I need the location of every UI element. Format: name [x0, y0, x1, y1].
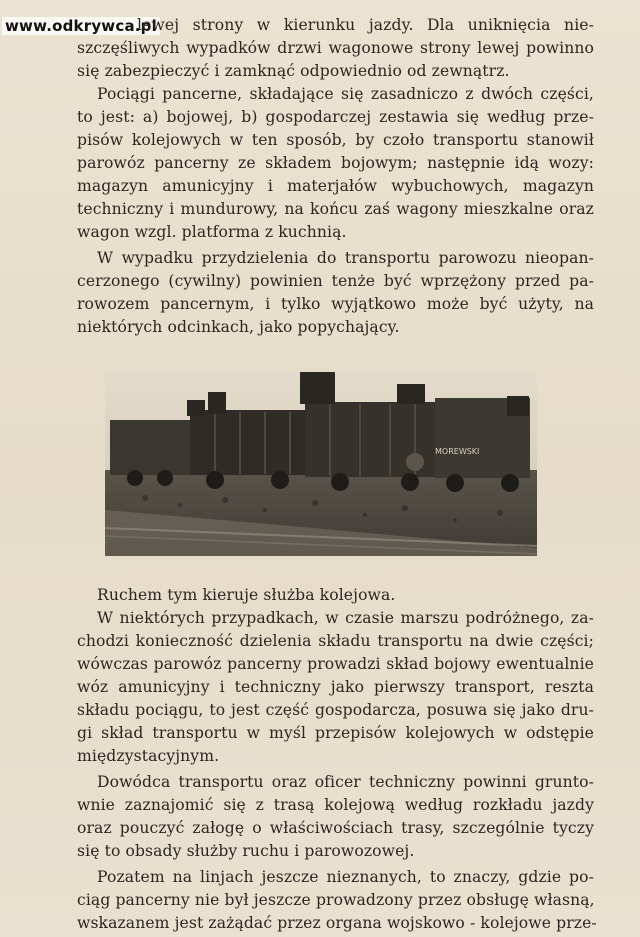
- armoured-train-image: [105, 370, 537, 556]
- text-line: gi skład transportu w myśl przepisów kolejowych w odstępie: [77, 724, 594, 742]
- text-line: się zabezpieczyć i zamknąć odpowiednio od zewnątrz.: [77, 62, 510, 80]
- text-line: wskazanem jest zażądać przez organa wojskowo - kolejowe prze-: [77, 914, 597, 932]
- text-line: rowozem pancernym, i tylko wyjątkowo może być użyty, na: [77, 295, 594, 313]
- text-line: chodzi konieczność dzielenia składu transportu na dwie części;: [77, 632, 594, 650]
- text-line: szczęśliwych wypadków drzwi wagonowe strony lewej powinno: [77, 39, 594, 57]
- text-line: wóz amunicyjny i techniczny jako pierwszy transport, reszta: [77, 678, 594, 696]
- text-line: W niektórych przypadkach, w czasie marszu podróżnego, za-: [97, 609, 594, 627]
- text-line: Pozatem na linjach jeszcze nieznanych, to znaczy, gdzie po-: [97, 868, 594, 886]
- text-line: składu pociągu, to jest część gospodarcza, posuwa się jako dru-: [77, 701, 594, 719]
- text-line: Pociągi pancerne, składające się zasadniczo z dwóch części,: [97, 85, 594, 103]
- text-line: niektórych odcinkach, jako popychający.: [77, 318, 400, 336]
- text-line: wnie zaznajomić się z trasą kolejową według rozkładu jazdy: [77, 796, 594, 814]
- car-marking: MOREWSKI: [435, 447, 480, 456]
- text-line: oraz pouczyć załogę o właściwościach trasy, szczególnie tyczy: [77, 819, 594, 837]
- text-line: wówczas parowóz pancerny prowadzi skład bojowy ewentualnie: [77, 655, 594, 673]
- text-line: magazyn amunicyjny i materjałów wybuchowych, magazyn: [77, 177, 594, 195]
- text-block-bottom: [77, 584, 597, 935]
- text-block-top: [77, 14, 594, 339]
- text-line: to jest: a) bojowej, b) gospodarczej zestawia się według prze-: [77, 108, 594, 126]
- text-line: Ruchem tym kieruje służba kolejowa.: [97, 586, 396, 604]
- text-line: wagon wzgl. platforma z kuchnią.: [77, 223, 347, 241]
- text-line: międzystacyjnym.: [77, 747, 220, 765]
- watermark: www.odkrywca.pl: [2, 17, 160, 35]
- text-line: pisów kolejowych w ten sposób, by czoło transportu stanowił: [77, 131, 594, 149]
- armoured-train-photo: [105, 370, 537, 556]
- text-line: parowóz pancerny ze składem bojowym; następnie idą wozy:: [77, 154, 594, 172]
- text-line: ciąg pancerny nie był jeszcze prowadzony przez obsługę własną,: [77, 891, 595, 909]
- text-line: Dowódca transportu oraz oficer techniczny powinni grunto-: [97, 773, 594, 791]
- text-line: W wypadku przydzielenia do transportu parowozu nieopan-: [97, 249, 594, 267]
- text-line: cerzonego (cywilny) powinien tenże być wprzężony przed pa-: [77, 272, 594, 290]
- text-line: lewej strony w kierunku jazdy. Dla uniknięcia nie-: [137, 16, 594, 34]
- text-line: techniczny i mundurowy, na końcu zaś wagony mieszkalne oraz: [77, 200, 594, 218]
- text-line: się to obsady służby ruchu i parowozowej.: [77, 842, 415, 860]
